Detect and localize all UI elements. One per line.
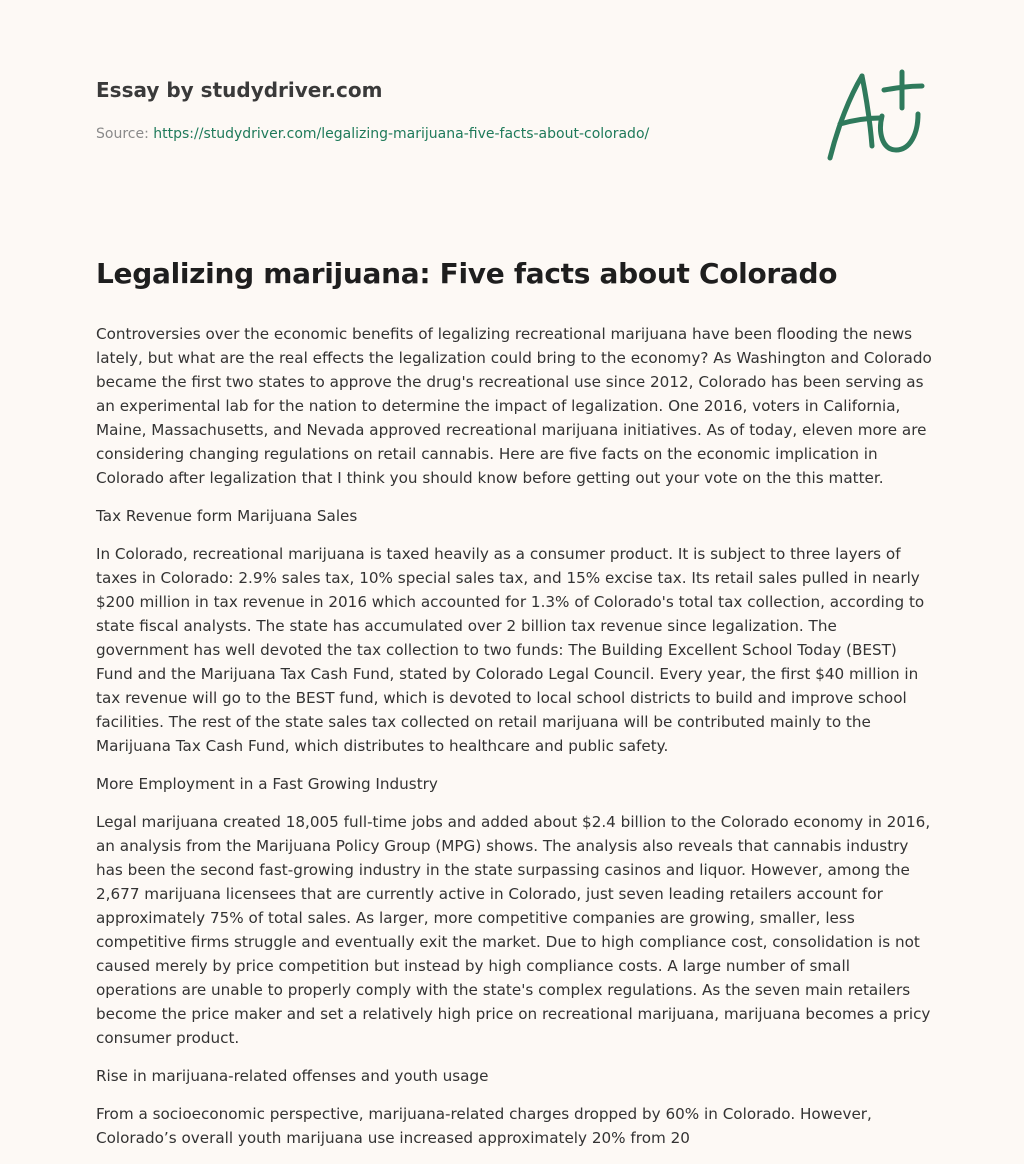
employment-paragraph: Legal marijuana created 18,005 full-time jobs and added about $2.4 billion to the Colorado economy in 2016, an analysis from the Marijuana Policy Group (MPG) shows. The analysis also reveals that cannabis industry has been the second fast-growing industry in the state surpassing casinos and liquor. However, among the 2,677 marijuana licensees that are currently active in Colorado, just seven leading retailers account for approximately 75% of total sales. As larger, more competitive companies are growing, smaller, less competitive firms struggle and eventually exit the market. Due to high compliance cost, consolidation is not caused merely by price competition but instead by high compliance costs. A large number of small operations are unable to properly comply with the state's complex regulations. As the seven main retailers become the price maker and set a relatively high price on recreational marijuana, marijuana becomes a pricy consumer product. — [96, 813, 931, 1047]
section-heading-offenses: Rise in marijuana-related offenses and youth usage — [96, 1067, 489, 1085]
intro-paragraph: Controversies over the economic benefits of legalizing recreational marijuana have been flooding the news lately, but what are the real effects the legalization could bring to the economy? As Washington and Colorado became the first two states to approve the drug's recreational use since 2012, Colorado has been serving as an experimental lab for the nation to determine the impact of legalization. One 2016, voters in California, Maine, Massachusetts, and Nevada approved recreational marijuana initiatives. As of today, eleven more are considering changing regulations on retail cannabis. Here are five facts on the economic implication in Colorado after legalization that I think you should know before getting out your vote on the this matter. — [96, 325, 932, 487]
article — [96, 254, 932, 1164]
offenses-paragraph: From a socioeconomic perspective, marijuana-related charges dropped by 60% in Colorado. However, Colorado’s overall youth marijuana use increased approximately 20% from 20 — [96, 1105, 872, 1147]
section-heading-tax-revenue: Tax Revenue form Marijuana Sales — [96, 507, 358, 525]
brand-title: Essay by studydriver.com — [96, 78, 383, 102]
a-plus-grade-logo-icon — [818, 66, 928, 166]
page-header — [96, 76, 796, 144]
source-link[interactable]: https://studydriver.com/legalizing-marijuana-five-facts-about-colorado/ — [153, 126, 650, 142]
tax-revenue-paragraph: In Colorado, recreational marijuana is taxed heavily as a consumer product. It is subject to three layers of taxes in Colorado: 2.9% sales tax, 10% special sales tax, and 15% excise tax. Its retail sales pulled in nearly $200 million in tax revenue in 2016 which accounted for 1.3% of Colorado's total tax collection, according to state fiscal analysts. The state has accumulated over 2 billion tax revenue since legalization. The government has well devoted the tax collection to two funds: The Building Excellent School Today (BEST) Fund and the Marijuana Tax Cash Fund, stated by Colorado Legal Council. Every year, the first $40 million in tax revenue will go to the BEST fund, which is devoted to local school districts to build and improve school facilities. The rest of the state sales tax collected on retail marijuana will be contributed mainly to the Marijuana Tax Cash Fund, which distributes to healthcare and public safety. — [96, 545, 925, 755]
source-label: Source: — [96, 126, 149, 142]
source-line — [96, 124, 796, 144]
section-heading-employment: More Employment in a Fast Growing Industry — [96, 775, 438, 793]
article-title: Legalizing marijuana: Five facts about Colorado — [96, 257, 838, 290]
